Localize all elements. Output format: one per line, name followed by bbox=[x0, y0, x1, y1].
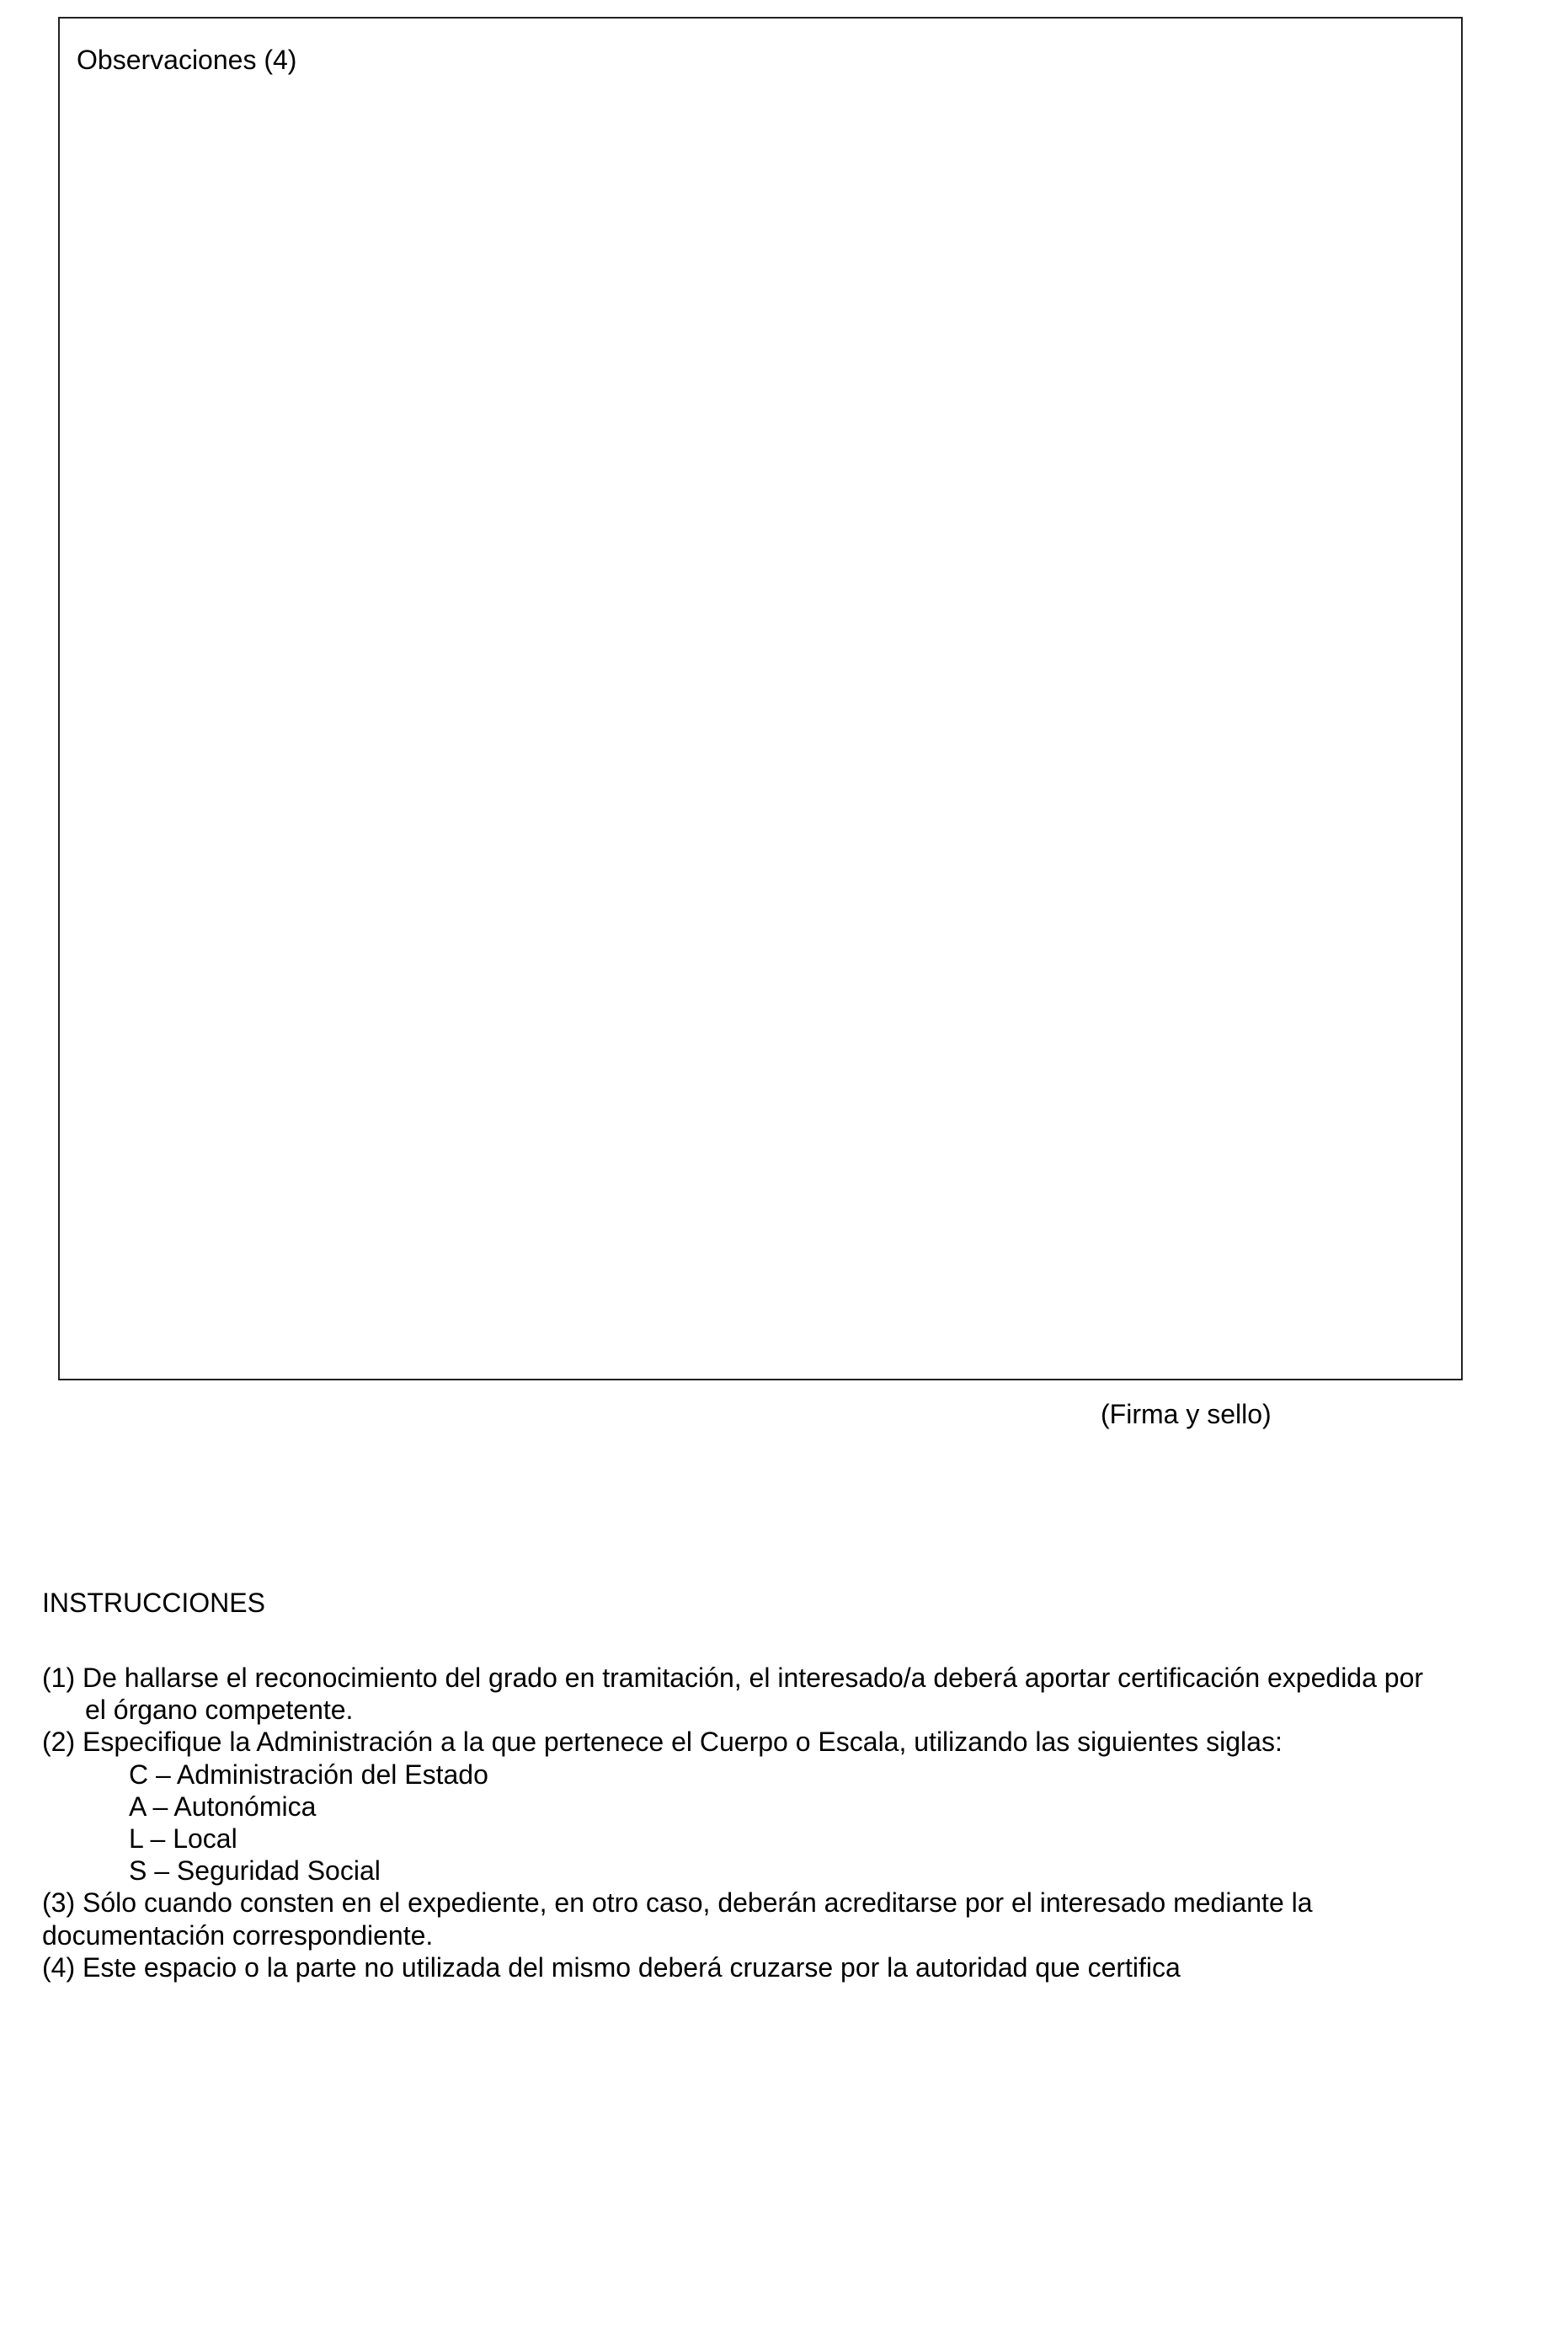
instructions-list bbox=[42, 1662, 1423, 1983]
instruction-4-line-1: (4) Este espacio o la parte no utilizada del mismo deberá cruzarse por la autoridad que certifica bbox=[42, 1951, 1181, 1983]
observations-label: Observaciones (4) bbox=[77, 45, 297, 75]
instruction-2-line-1: (2) Especifique la Administración a la que pertenece el Cuerpo o Escala, utilizando las siguientes siglas: bbox=[42, 1727, 1283, 1758]
instructions-title: INSTRUCCIONES bbox=[42, 1588, 265, 1618]
code-l: L – Local bbox=[129, 1823, 237, 1854]
signature-label: (Firma y sello) bbox=[1101, 1399, 1272, 1429]
instruction-3-line-1: (3) Sólo cuando consten en el expediente, en otro caso, deberán acreditarse por el interesado mediante la bbox=[42, 1887, 1313, 1919]
code-c: C – Administración del Estado bbox=[129, 1759, 488, 1790]
instruction-3-line-2: documentación correspondiente. bbox=[42, 1919, 434, 1951]
instruction-1-line-2: el órgano competente. bbox=[85, 1695, 354, 1726]
code-s: S – Seguridad Social bbox=[129, 1855, 381, 1887]
code-a: A – Autonómica bbox=[129, 1791, 317, 1822]
instruction-1-line-1: (1) De hallarse el reconocimiento del grado en tramitación, el interesado/a deberá aportar certificación expedida por bbox=[42, 1663, 1424, 1693]
observations-box bbox=[58, 17, 1463, 1380]
